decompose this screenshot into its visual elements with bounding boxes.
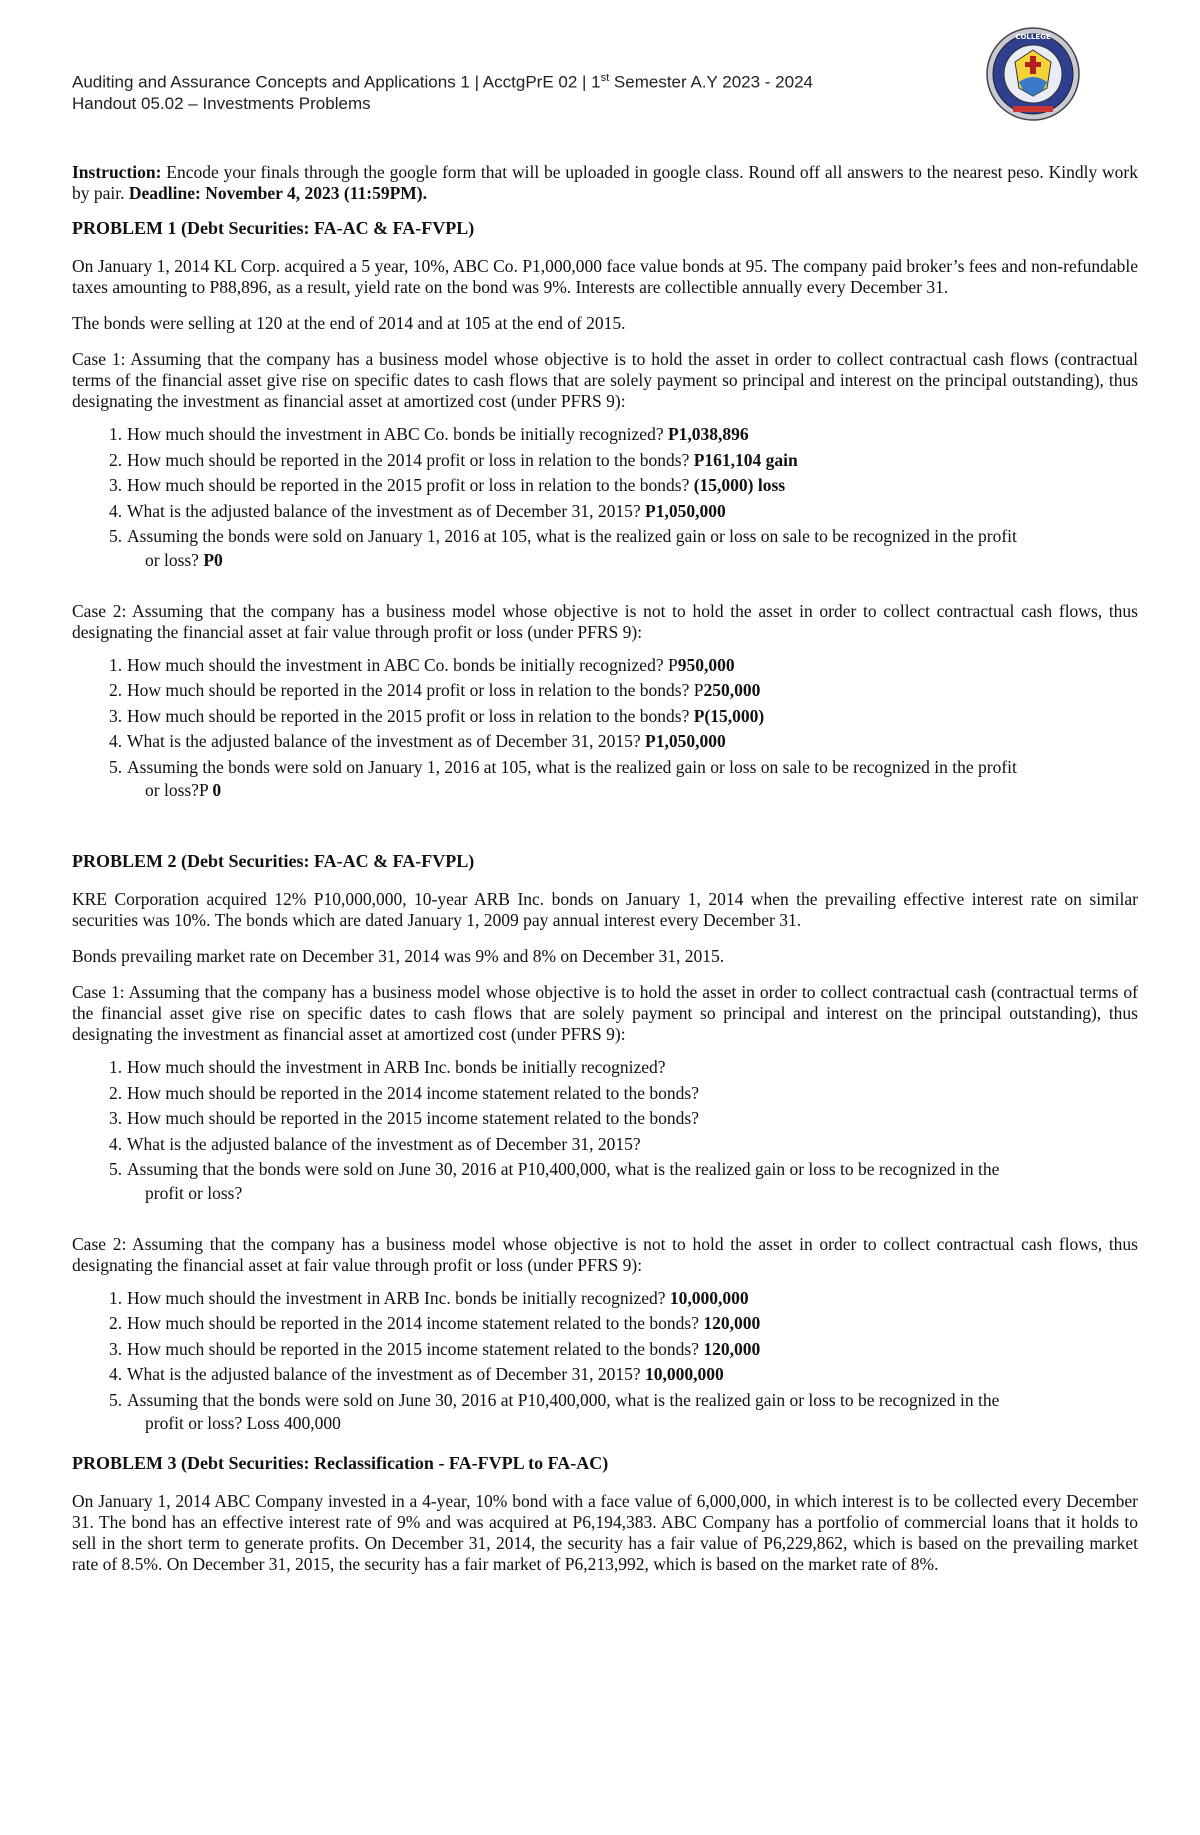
answer: P1,050,000 bbox=[645, 731, 726, 751]
question-item: 1. How much should the investment in ARB Inc. bonds be initially recognized? bbox=[109, 1057, 666, 1077]
question-item: 3. How much should be reported in the 2015 profit or loss in relation to the bonds? P(15,000) bbox=[109, 705, 765, 726]
answer: 0 bbox=[212, 780, 222, 800]
question-item: 5. Assuming the bonds were sold on January 1, 2016 at 105, what is the realized gain or loss on sale to be recognized in the profit or loss? P0 bbox=[109, 526, 1017, 570]
question-item: 3. How much should be reported in the 2015 income statement related to the bonds? bbox=[109, 1108, 700, 1128]
problem-2-case-2: Case 2: Assuming that the company has a business model whose objective is not to hold the asset in order to collect contractual cash flows, thus designating the financial asset at fair value through profit or loss (under PFRS 9): bbox=[72, 1233, 1138, 1275]
instruction-paragraph: Instruction: Encode your finals through the google form that will be uploaded in google class. Round off all answers to the nearest peso. Kindly work by pair. Deadline: November 4, 2023 (11:59PM). bbox=[72, 162, 1138, 203]
problem-2-paragraph-1: KRE Corporation acquired 12% P10,000,000, 10-year ARB Inc. bonds on January 1, 2014 when the prevailing effective interest rate on similar securities was 10%. The bonds which are dated January 1, 2009 pay annual interest every December 31. bbox=[72, 889, 1138, 930]
answer: 250,000 bbox=[703, 680, 761, 700]
question-item: 4. What is the adjusted balance of the investment as of December 31, 2015? P1,050,000 bbox=[109, 731, 726, 751]
problem-1-case-1: Case 1: Assuming that the company has a business model whose objective is to hold the asset in order to collect contractual cash flows (contractual terms of the financial asset give rise on specific dates to cash flows that are solely payment so principal and interest on the principal outstanding), thus designating the investment as financial asset at amortized cost (under PFRS 9): bbox=[72, 349, 1138, 411]
instruction-label: Instruction: bbox=[72, 162, 162, 182]
college-seal-logo bbox=[985, 26, 1081, 122]
problem-2-paragraph-2: Bonds prevailing market rate on December 31, 2014 was 9% and 8% on December 31, 2015. bbox=[72, 946, 725, 966]
question-item: 3. How much should be reported in the 2015 income statement related to the bonds? 120,000 bbox=[109, 1338, 761, 1359]
answer: 120,000 bbox=[703, 1313, 761, 1333]
svg-text:COLLEGE: COLLEGE bbox=[1015, 33, 1051, 41]
answer: P1,038,896 bbox=[667, 424, 749, 444]
header-line-1: Auditing and Assurance Concepts and Applications 1 | AcctgPrE 02 | 1st Semester A.Y 2023 - 2024 bbox=[72, 72, 814, 92]
answer: P(15,000) bbox=[693, 705, 765, 726]
answer: P0 bbox=[203, 549, 223, 570]
question-item: 3. How much should be reported in the 2015 profit or loss in relation to the bonds? (15,000) loss bbox=[109, 475, 786, 495]
question-item: 1. How much should the investment in ABC Co. bonds be initially recognized? P950,000 bbox=[109, 654, 735, 675]
document-body bbox=[72, 162, 1138, 1590]
problem-2-title: PROBLEM 2 (Debt Securities: FA-AC & FA-FVPL) bbox=[72, 851, 475, 871]
document-header bbox=[72, 68, 813, 114]
answer: 120,000 bbox=[703, 1338, 761, 1359]
problem-1-case-2-questions bbox=[72, 653, 1138, 802]
question-item: 5. Assuming that the bonds were sold on June 30, 2016 at P10,400,000, what is the realized gain or loss to be recognized in the profit or loss? Loss 400,000 bbox=[109, 1389, 1000, 1433]
problem-1-title: PROBLEM 1 (Debt Securities: FA-AC & FA-FVPL) bbox=[72, 218, 475, 238]
question-item: 1. How much should the investment in ARB Inc. bonds be initially recognized? 10,000,000 bbox=[109, 1287, 749, 1308]
problem-3-paragraph-1: On January 1, 2014 ABC Company invested in a 4-year, 10% bond with a face value of 6,000,000, in which interest is to be collected every December 31. The bond has an effective interest rate of 9% and was acquired at P6,194,383. ABC Company has a portfolio of commercial loans that it holds to sell in the short term to generate profits. On December 31, 2014, the security has a fair value of P6,229,862, which is based on the prevailing market rate of 8.5%. On December 31, 2015, the security has a fair market of P6,213,992, which is based on the market rate of 8%. bbox=[72, 1491, 1138, 1574]
answer: (15,000) loss bbox=[693, 475, 786, 495]
question-item: 4. What is the adjusted balance of the investment as of December 31, 2015? 10,000,000 bbox=[109, 1364, 724, 1384]
answer: 10,000,000 bbox=[669, 1287, 749, 1308]
question-item: 2. How much should be reported in the 2014 profit or loss in relation to the bonds? P161,104 gain bbox=[109, 449, 798, 470]
problem-2-case-2-questions bbox=[72, 1286, 1138, 1435]
question-item: 1. How much should the investment in ABC Co. bonds be initially recognized? P1,038,896 bbox=[109, 424, 749, 444]
question-item: 2. How much should be reported in the 2014 income statement related to the bonds? bbox=[109, 1082, 700, 1103]
answer: 10,000,000 bbox=[645, 1364, 724, 1384]
question-item: 5. Assuming that the bonds were sold on June 30, 2016 at P10,400,000, what is the realized gain or loss to be recognized in the profit or loss? bbox=[109, 1159, 1000, 1203]
problem-1-case-1-questions bbox=[72, 422, 1138, 571]
header-line-2: Handout 05.02 – Investments Problems bbox=[72, 93, 371, 113]
problem-1-case-2: Case 2: Assuming that the company has a business model whose objective is not to hold the asset in order to collect contractual cash flows, thus designating the financial asset at fair value through profit or loss (under PFRS 9): bbox=[72, 600, 1138, 642]
problem-1-paragraph-2: The bonds were selling at 120 at the end of 2014 and at 105 at the end of 2015. bbox=[72, 313, 626, 333]
problem-2-case-1: Case 1: Assuming that the company has a business model whose objective is to hold the asset in order to collect contractual cash (contractual terms of the financial asset give rise on specific dates to cash flows that are solely payment so principal and interest on the principal outstanding), thus designating the investment as financial asset at amortized cost (under PFRS 9): bbox=[72, 982, 1138, 1044]
deadline-text: Deadline: November 4, 2023 (11:59PM). bbox=[128, 183, 427, 203]
question-item: 4. What is the adjusted balance of the investment as of December 31, 2015? P1,050,000 bbox=[109, 500, 726, 521]
answer: P161,104 gain bbox=[693, 449, 798, 470]
question-item: 4. What is the adjusted balance of the investment as of December 31, 2015? bbox=[109, 1133, 641, 1154]
problem-3-title: PROBLEM 3 (Debt Securities: Reclassification - FA-FVPL to FA-AC) bbox=[72, 1453, 609, 1473]
question-item: 5. Assuming the bonds were sold on January 1, 2016 at 105, what is the realized gain or loss on sale to be recognized in the profit or loss?P 0 bbox=[109, 756, 1017, 800]
question-item: 2. How much should be reported in the 2014 income statement related to the bonds? 120,000 bbox=[109, 1313, 761, 1333]
answer: P1,050,000 bbox=[645, 500, 726, 521]
question-item: 2. How much should be reported in the 2014 profit or loss in relation to the bonds? P250,000 bbox=[109, 680, 761, 700]
problem-2-case-1-questions bbox=[72, 1055, 1138, 1204]
problem-1-paragraph-1: On January 1, 2014 KL Corp. acquired a 5 year, 10%, ABC Co. P1,000,000 face value bonds at 95. The company paid broker’s fees and non-refundable taxes amounting to P88,896, as a result, yield rate on the bond was 9%. Interests are collectible annually every December 31. bbox=[72, 256, 1138, 297]
answer: 950,000 bbox=[677, 654, 735, 675]
